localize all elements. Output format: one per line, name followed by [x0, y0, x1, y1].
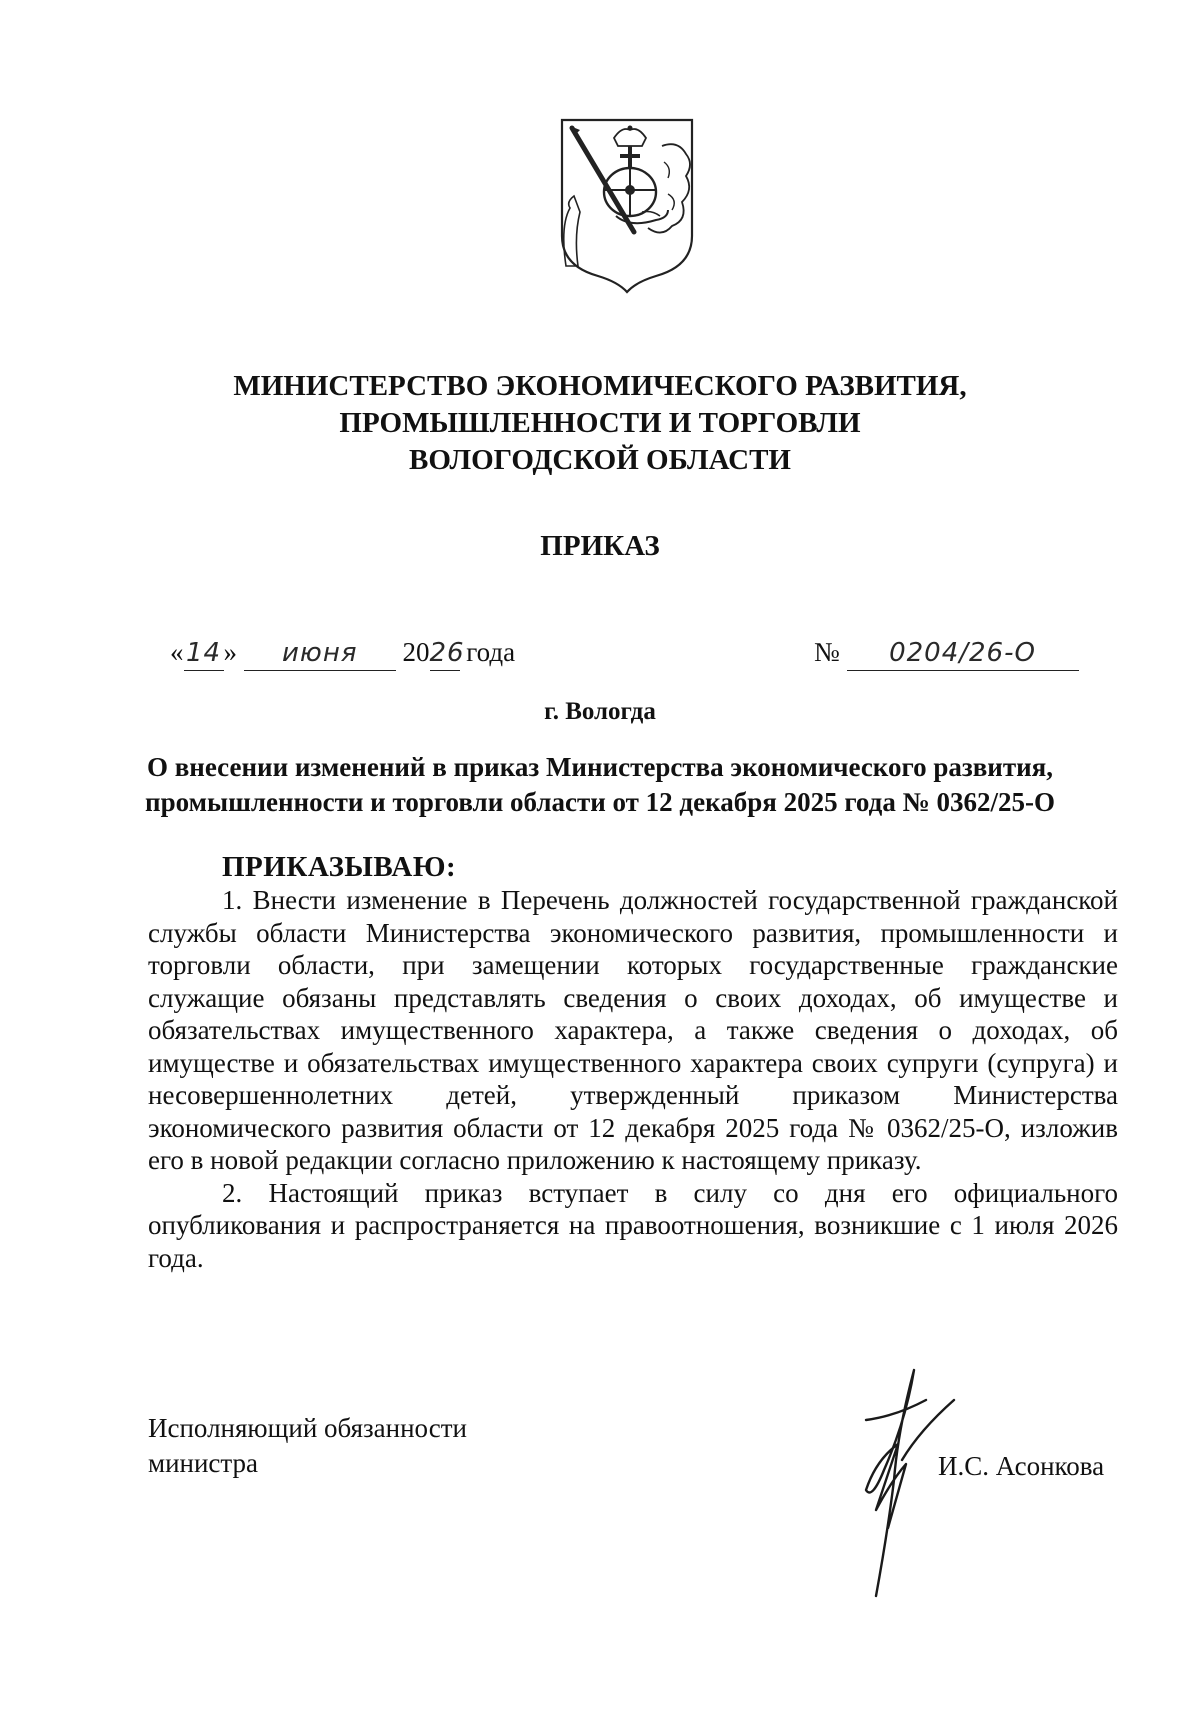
date-year-prefix: 20: [402, 637, 430, 667]
ministry-line-1: МИНИСТЕРСТВО ЭКОНОМИЧЕСКОГО РАЗВИТИЯ,: [233, 370, 967, 402]
date-month: июня: [244, 636, 396, 671]
number-sign: №: [814, 637, 840, 667]
signatory-position-line-2: министра: [148, 1448, 259, 1478]
ministry-heading: [150, 368, 1050, 479]
signatory-position: [148, 1411, 467, 1481]
decree-heading: ПРИКАЗЫВАЮ:: [222, 851, 457, 883]
date-close-quote: »: [223, 637, 237, 667]
ministry-line-3: ВОЛОГОДСКОЙ ОБЛАСТИ: [409, 444, 791, 476]
order-date: [170, 632, 515, 676]
order-number: [814, 632, 1079, 676]
date-year-suffix: 26: [430, 636, 460, 671]
order-body: [148, 850, 1118, 1274]
document-type-title: ПРИКАЗ: [540, 530, 660, 562]
paragraph-2: 2. Настоящий приказ вступает в силу со дня его официального опубликования и распространяется на правоотношения, возникшие с 1 июля 2026 года.: [148, 1177, 1118, 1273]
subject-line-1: О внесении изменений в приказ Министерства экономического развития,: [146, 752, 1054, 782]
date-open-quote: «: [170, 637, 184, 667]
signatory-position-line-1: Исполняющий обязанности: [148, 1413, 467, 1443]
vologda-coat-of-arms-icon: [556, 116, 698, 294]
paragraph-1: 1. Внести изменение в Перечень должностей государственной гражданской службы области Министерства экономического развития, промышленности и торговли области, при замещении которых государственные гражданские служащие обязаны представлять сведения о своих доходах, об имуществе и обязательствах имущественного характера, а также сведения о доходах, об имуществе и обязательствах имущественного характера своих супруги (супруга) и несовершеннолетних детей, утвержденный приказом Министерства экономического развития области от 12 декабря 2025 года № 0362/25-О, изложив его в новой редакции согласно приложению к настоящему приказу.: [148, 885, 1118, 1175]
ministry-line-2: ПРОМЫШЛЕННОСТИ И ТОРГОВЛИ: [339, 407, 861, 439]
signatory-name: И.С. Асонкова: [938, 1451, 1105, 1481]
date-day: 14: [184, 636, 224, 671]
subject-line-2: промышленности и торговли области от 12 декабря 2025 года № 0362/25-О: [145, 787, 1055, 817]
date-year-word: года: [466, 637, 516, 667]
number-value: 0204/26-О: [847, 636, 1079, 671]
city-line: г. Вологда: [544, 698, 656, 725]
order-subject: [130, 750, 1070, 820]
